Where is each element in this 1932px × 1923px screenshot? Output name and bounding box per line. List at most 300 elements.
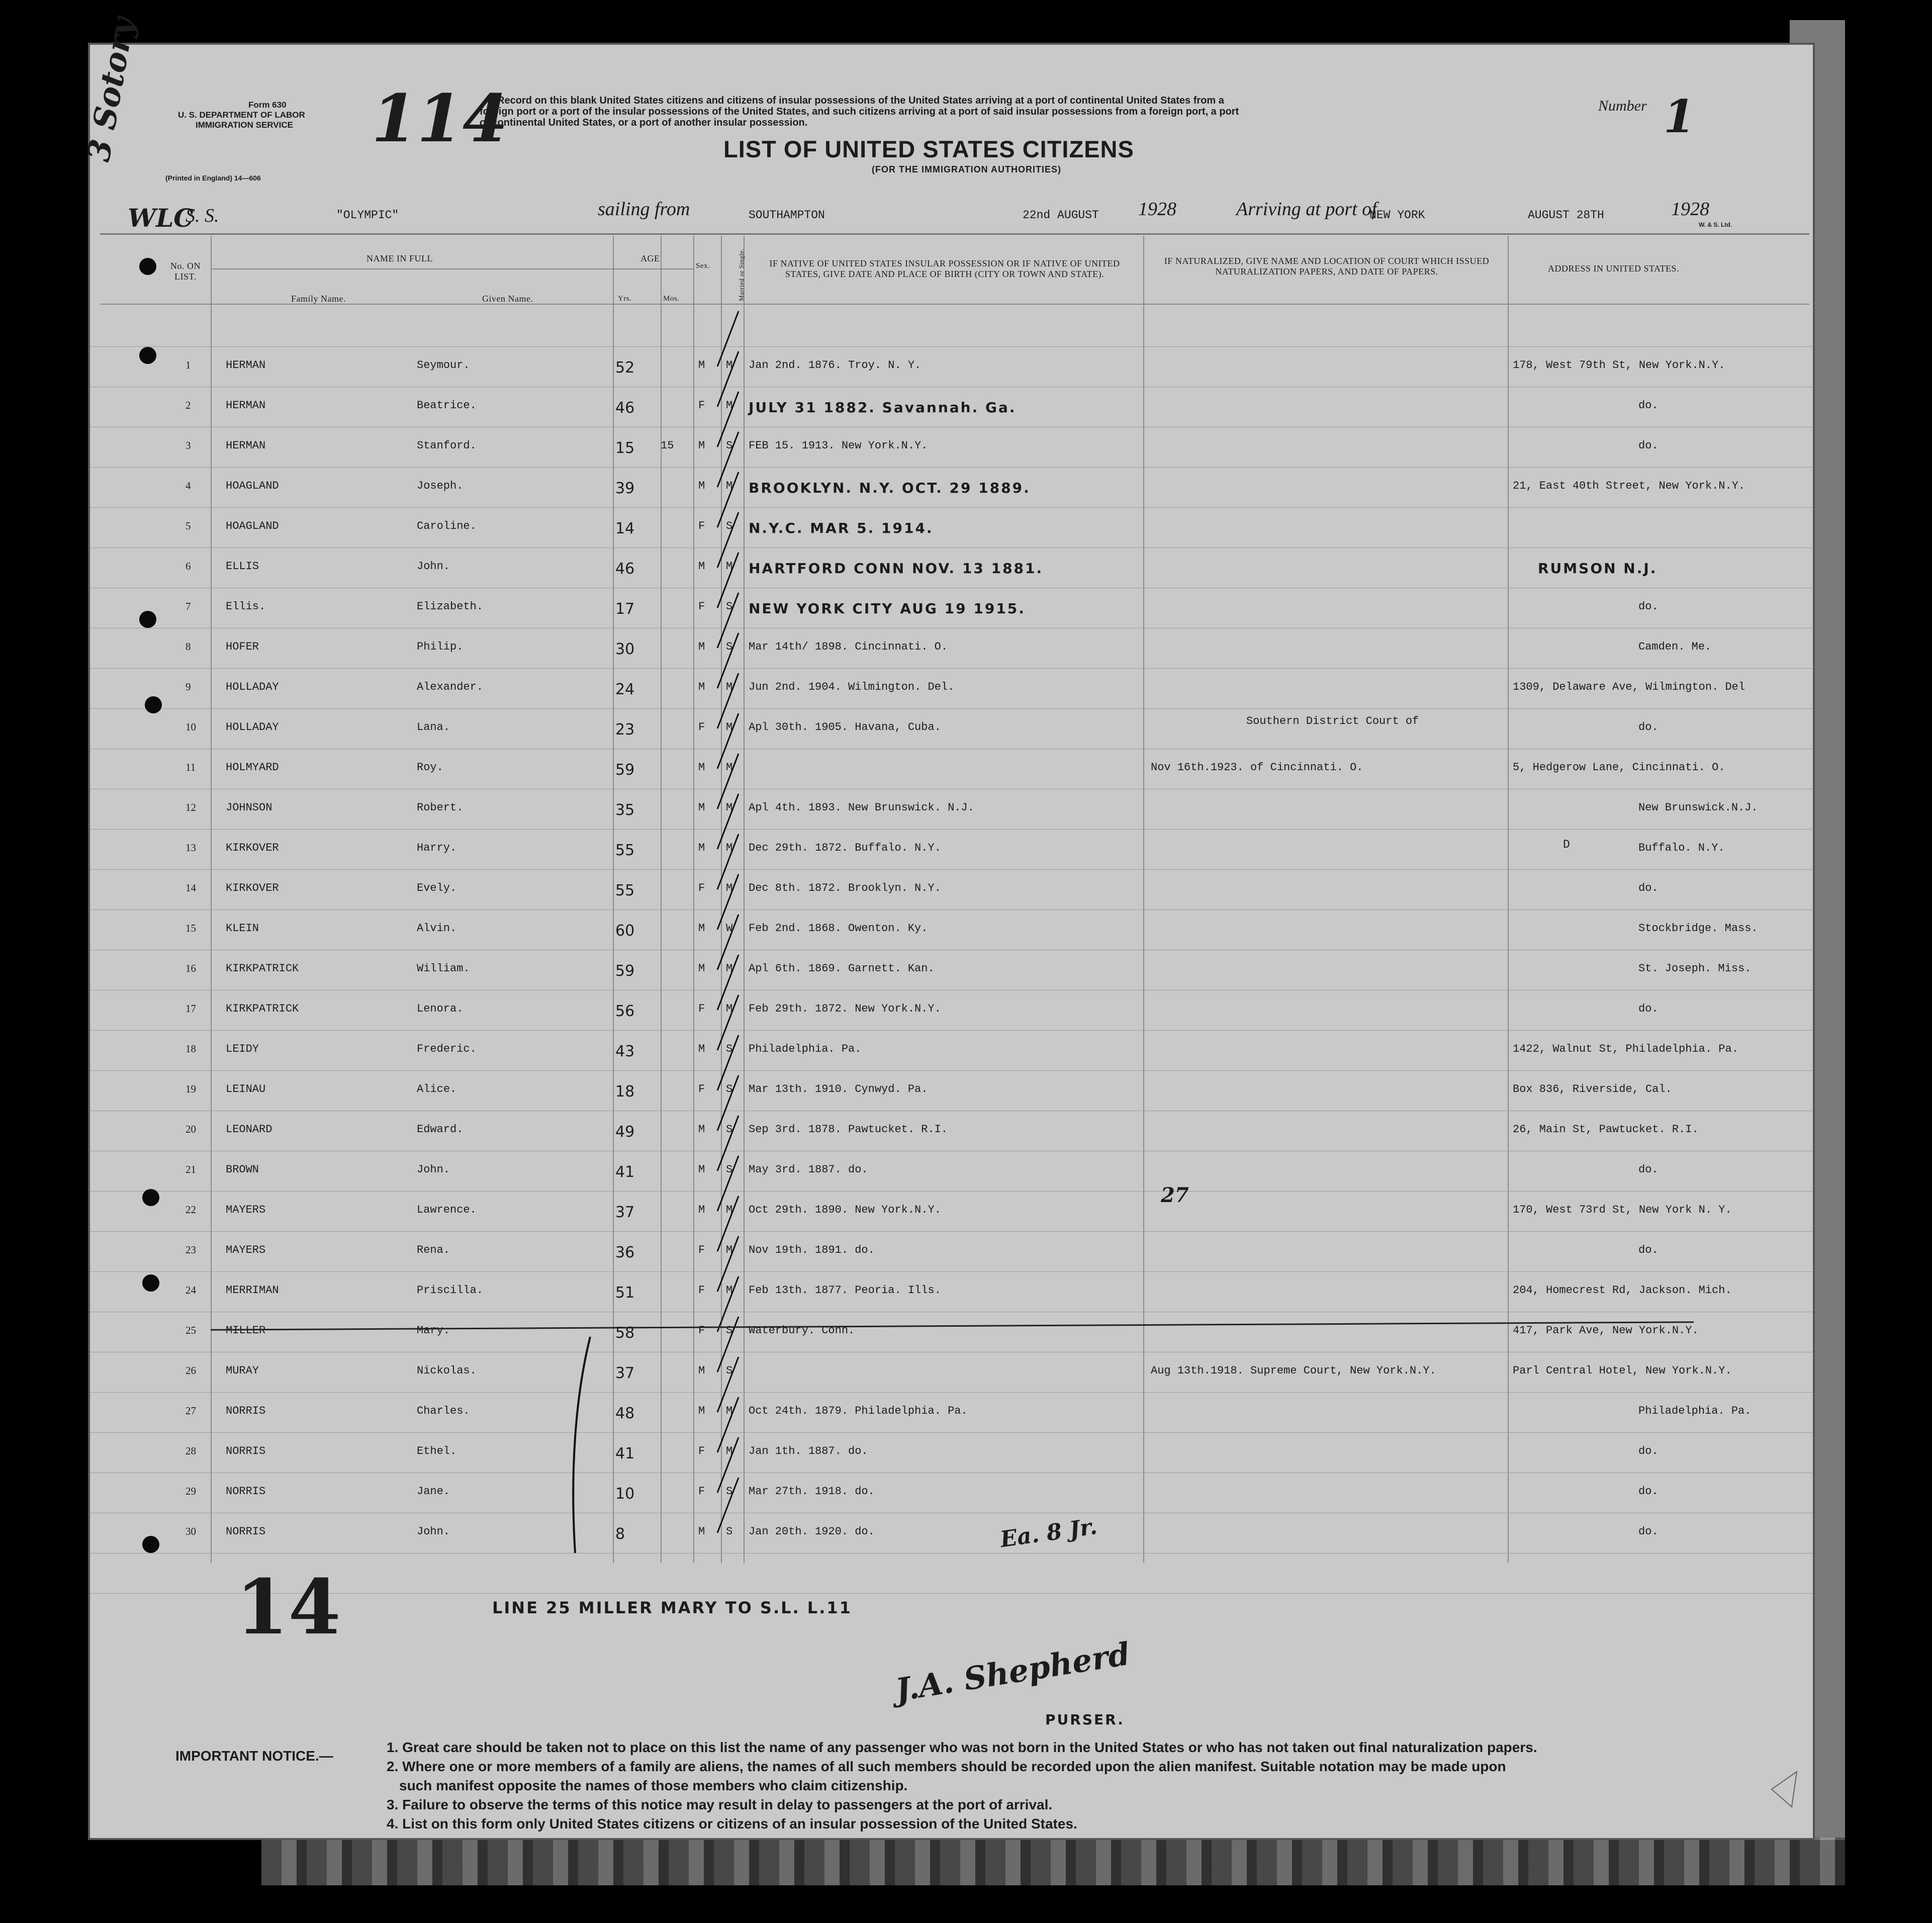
row-number: 12 <box>186 801 196 813</box>
corner-fold <box>1769 1769 1799 1809</box>
age-years: 18 <box>615 1083 635 1101</box>
age-header-rule <box>613 268 693 269</box>
table-row <box>90 681 1817 696</box>
marital-status: M <box>726 560 733 573</box>
family-name: HOFER <box>226 640 259 653</box>
given-name: Ethel. <box>417 1445 457 1457</box>
header-bottom-rule <box>100 304 1809 305</box>
number-label: Number <box>1598 98 1647 114</box>
age-years: 8 <box>615 1525 625 1543</box>
ruled-line <box>90 1231 1813 1232</box>
table-row <box>90 1002 1817 1018</box>
ruled-line <box>90 547 1813 548</box>
table-row <box>90 1445 1817 1460</box>
family-name: KLEIN <box>226 922 259 935</box>
given-name: Lawrence. <box>417 1204 477 1216</box>
row-number: 28 <box>186 1445 196 1457</box>
row-number: 18 <box>186 1043 196 1055</box>
table-row <box>90 922 1817 940</box>
birth-info: Mar 13th. 1910. Cynwyd. Pa. <box>749 1083 928 1095</box>
family-name: NORRIS <box>226 1525 266 1538</box>
marital-status: W <box>726 922 733 935</box>
row-number: 21 <box>186 1163 196 1175</box>
punch-hole <box>142 1536 159 1553</box>
marital-status: M <box>726 1002 733 1015</box>
sex: M <box>698 640 705 653</box>
address: do. <box>1638 600 1659 613</box>
marital-status: M <box>726 359 733 372</box>
row-number: 22 <box>186 1204 196 1216</box>
notice-item-1: 1. Great care should be taken not to place on this list the name of any passenger who was not born in the United States or who has not taken out final naturalization papers. <box>387 1739 1537 1755</box>
ruled-line <box>90 909 1813 910</box>
col-header-married: Married or Single. <box>738 248 745 301</box>
given-name: Nickolas. <box>417 1364 477 1377</box>
birth-info: NEW YORK CITY AUG 19 1915. <box>749 600 1026 617</box>
given-name: William. <box>417 962 470 975</box>
ship-name: "OLYMPIC" <box>336 209 399 222</box>
given-name: Stanford. <box>417 439 477 452</box>
birth-info: Apl 30th. 1905. Havana, Cuba. <box>749 721 941 734</box>
address: do. <box>1638 1485 1659 1498</box>
age-years: 35 <box>615 801 635 819</box>
address: 417, Park Ave, New York.N.Y. <box>1513 1324 1699 1337</box>
given-name: John. <box>417 1163 450 1176</box>
given-name: Philip. <box>417 640 464 653</box>
given-name: Lana. <box>417 721 450 734</box>
address: Philadelphia. Pa. <box>1638 1405 1752 1417</box>
table-row <box>90 640 1817 656</box>
row-number: 14 <box>186 882 196 894</box>
purser-label: PURSER. <box>1045 1711 1125 1728</box>
table-row <box>90 560 1817 578</box>
address: 1309, Delaware Ave, Wilmington. Del <box>1513 681 1745 693</box>
row-number: 11 <box>186 761 196 773</box>
ruled-line <box>90 869 1813 870</box>
row-number: 26 <box>186 1364 196 1377</box>
sex: M <box>698 681 705 693</box>
marital-status: M <box>726 1405 733 1417</box>
naturalization: Aug 13th.1918. Supreme Court, New York.N.Y. <box>1151 1364 1436 1377</box>
table-row <box>90 520 1817 535</box>
marital-status: M <box>726 842 733 854</box>
col-header-family: Family Name. <box>291 294 346 304</box>
family-name: NORRIS <box>226 1445 266 1457</box>
family-name: HERMAN <box>226 399 266 412</box>
table-row <box>90 1163 1817 1181</box>
marital-status: S <box>726 600 733 613</box>
age-years: 49 <box>615 1123 635 1141</box>
given-name: Mary. <box>417 1324 450 1337</box>
address: 1422, Walnut St, Philadelphia. Pa. <box>1513 1043 1738 1055</box>
sex: M <box>698 359 705 372</box>
given-name: Alvin. <box>417 922 457 935</box>
address: do. <box>1638 1002 1659 1015</box>
address: 178, West 79th St, New York.N.Y. <box>1513 359 1725 372</box>
ruled-line <box>90 467 1813 468</box>
row-number: 2 <box>186 399 191 411</box>
family-name: KIRKPATRICK <box>226 1002 299 1015</box>
table-top-rule <box>100 233 1809 235</box>
row-number: 30 <box>186 1525 196 1537</box>
given-name: Joseph. <box>417 480 464 492</box>
address: Box 836, Riverside, Cal. <box>1513 1083 1672 1095</box>
sex: M <box>698 480 705 492</box>
department: U. S. DEPARTMENT OF LABOR <box>178 110 305 120</box>
col-header-sex: Sex. <box>696 262 710 270</box>
punch-hole <box>139 258 156 275</box>
marital-status: M <box>726 962 733 975</box>
sex: M <box>698 1204 705 1216</box>
col-divider <box>211 236 212 1563</box>
marital-status: S <box>726 1364 733 1377</box>
row-number: 23 <box>186 1244 196 1256</box>
row-number: 10 <box>186 721 196 733</box>
punch-hole <box>139 611 156 628</box>
table-row <box>90 1364 1817 1380</box>
col-divider <box>661 236 662 1563</box>
marital-status: S <box>726 1123 733 1136</box>
age-years: 43 <box>615 1043 635 1060</box>
given-name: Evely. <box>417 882 457 894</box>
row-number: 29 <box>186 1485 196 1497</box>
family-name: HERMAN <box>226 359 266 372</box>
row-number: 8 <box>186 640 191 653</box>
family-name: HOLLADAY <box>226 681 279 693</box>
sex: M <box>698 962 705 975</box>
ruled-line <box>90 1191 1813 1192</box>
ruled-line <box>90 1271 1813 1272</box>
marital-status: M <box>726 1284 733 1297</box>
birth-info: Feb 29th. 1872. New York.N.Y. <box>749 1002 941 1015</box>
notice-item-2: 2. Where one or more members of a family are aliens, the names of all such members should be recorded upon the alien manifest. Suitable notation may be made upon <box>387 1759 1506 1774</box>
address: do. <box>1638 1163 1659 1176</box>
initial-stamp: Ea. 8 Jr. <box>998 1513 1099 1553</box>
margin-note-initials: WLC <box>128 203 194 233</box>
age-years: 52 <box>615 359 635 377</box>
check-marks <box>668 311 769 1583</box>
family-name: LEINAU <box>226 1083 266 1095</box>
marital-status: S <box>726 1324 733 1337</box>
marital-status: M <box>726 1204 733 1216</box>
row-number: 24 <box>186 1284 196 1296</box>
family-name: Ellis. <box>226 600 266 613</box>
court-mark: 27 <box>1161 1183 1189 1207</box>
birth-info: Jan 20th. 1920. do. <box>749 1525 875 1538</box>
col-header-naturalized: IF NATURALIZED, GIVE NAME AND LOCATION OF COURT WHICH ISSUED NATURALIZATION PAPERS, AND DATE OF PAPERS. <box>1164 256 1490 277</box>
marital-status: S <box>726 1043 733 1055</box>
table-row <box>90 1405 1817 1420</box>
given-name: Lenora. <box>417 1002 464 1015</box>
row-number: 16 <box>186 962 196 974</box>
list-number: 1 <box>1664 90 1695 143</box>
table-row <box>90 882 1817 897</box>
age-years: 17 <box>615 600 635 618</box>
table-row <box>90 715 1817 739</box>
birth-info: Feb 13th. 1877. Peoria. Ills. <box>749 1284 941 1297</box>
family-name: HERMAN <box>226 439 266 452</box>
marital-status: M <box>726 399 733 412</box>
marital-status: M <box>726 1445 733 1457</box>
age-years: 41 <box>615 1163 635 1181</box>
punch-hole <box>142 1189 159 1206</box>
sex: M <box>698 1405 705 1417</box>
address: 204, Homecrest Rd, Jackson. Mich. <box>1513 1284 1732 1297</box>
age-years: 59 <box>615 962 635 980</box>
birth-info: Oct 24th. 1879. Philadelphia. Pa. <box>749 1405 968 1417</box>
col-header-given: Given Name. <box>482 294 533 304</box>
notice-item-3: 3. Failure to observe the terms of this notice may result in delay to passengers at the port of arrival. <box>387 1797 1053 1812</box>
address: 170, West 73rd St, New York N. Y. <box>1513 1204 1732 1216</box>
address: St. Joseph. Miss. <box>1638 962 1752 975</box>
address: Camden. Me. <box>1638 640 1712 653</box>
address: Buffalo. N.Y. <box>1638 842 1725 854</box>
sex: F <box>698 1284 705 1297</box>
col-header-age: AGE <box>640 253 660 263</box>
age-years: 37 <box>615 1364 635 1382</box>
family-name: KIRKOVER <box>226 882 279 894</box>
birth-info: Apl 4th. 1893. New Brunswick. N.J. <box>749 801 974 814</box>
col-divider <box>1143 236 1144 1563</box>
family-name: LEIDY <box>226 1043 259 1055</box>
birth-info: May 3rd. 1887. do. <box>749 1163 868 1176</box>
given-name: Alexander. <box>417 681 484 693</box>
port-from: SOUTHAMPTON <box>749 209 825 222</box>
table-row <box>90 842 1817 857</box>
table-row <box>90 1083 1817 1101</box>
ruled-line <box>90 829 1813 830</box>
row-number: 6 <box>186 560 191 572</box>
ruled-line <box>90 1392 1813 1393</box>
family-name: MERRIMAN <box>226 1284 279 1297</box>
sex: F <box>698 1445 705 1457</box>
sex: F <box>698 520 705 532</box>
col-header-birth: IF NATIVE OF UNITED STATES INSULAR POSSESSION OR IF NATIVE OF UNITED STATES, GIVE DATE AND PLACE OF BIRTH (CITY OR TOWN AND STATE). <box>769 258 1120 279</box>
marital-status: M <box>726 721 733 734</box>
line-note: LINE 25 MILLER MARY TO S.L. L.11 <box>492 1598 852 1617</box>
birth-info: Waterbury. Conn. <box>749 1324 855 1337</box>
ruled-line <box>90 668 1813 669</box>
table-row <box>90 439 1817 457</box>
table-row <box>90 761 1817 779</box>
address: Stockbridge. Mass. <box>1638 922 1758 935</box>
given-name: Roy. <box>417 761 443 774</box>
age-years: 46 <box>615 399 635 417</box>
row-number: 17 <box>186 1002 196 1015</box>
address: do. <box>1638 1445 1659 1457</box>
given-name: Caroline. <box>417 520 477 532</box>
age-years: 15 <box>615 439 635 457</box>
table-row <box>90 1244 1817 1259</box>
punch-hole <box>139 347 156 364</box>
table-row <box>90 1123 1817 1141</box>
row-number: 27 <box>186 1405 196 1417</box>
arriving-label: Arriving at port of <box>1236 199 1377 220</box>
sex: M <box>698 1163 705 1176</box>
row-number: 13 <box>186 842 196 854</box>
address: do. <box>1638 721 1659 734</box>
age-months: 15 <box>661 439 674 452</box>
sex: M <box>698 1123 705 1136</box>
age-years: 51 <box>615 1284 635 1302</box>
family-name: MAYERS <box>226 1244 266 1256</box>
table-row <box>90 1284 1817 1302</box>
sex: M <box>698 560 705 573</box>
given-name: Charles. <box>417 1405 470 1417</box>
row-number: 4 <box>186 480 191 492</box>
sex: F <box>698 882 705 894</box>
family-name: MURAY <box>226 1364 259 1377</box>
birth-info: Jan 2nd. 1876. Troy. N. Y. <box>749 359 922 372</box>
punch-hole <box>145 696 162 713</box>
sex: M <box>698 1043 705 1055</box>
ruled-line <box>90 346 1813 347</box>
birth-info: Sep 3rd. 1878. Pawtucket. R.I. <box>749 1123 948 1136</box>
marital-status: M <box>726 882 733 894</box>
family-name: ELLIS <box>226 560 259 573</box>
given-name: John. <box>417 1525 450 1538</box>
marital-status: S <box>726 1163 733 1176</box>
given-name: Edward. <box>417 1123 464 1136</box>
record-line-3: of continental United States, or a port of another insular possession. <box>480 117 808 128</box>
row-number: 25 <box>186 1324 196 1336</box>
col-header-address: ADDRESS IN UNITED STATES. <box>1548 263 1680 273</box>
family-name: NORRIS <box>226 1485 266 1498</box>
age-years: 59 <box>615 761 635 779</box>
birth-info: JULY 31 1882. Savannah. Ga. <box>749 399 1017 416</box>
page-title: LIST OF UNITED STATES CITIZENS <box>723 136 1134 162</box>
given-name: Elizabeth. <box>417 600 484 613</box>
record-line-2: foreign port or a port of the insular possessions of the United States, and such citizens arriving at a port of said insular possessions from a foreign port, a port <box>480 106 1239 117</box>
given-name: Jane. <box>417 1485 450 1498</box>
row-number: 20 <box>186 1123 196 1135</box>
sail-date: 22nd AUGUST <box>1023 209 1099 222</box>
table-row <box>90 399 1817 417</box>
age-years: 55 <box>615 842 635 859</box>
family-name: MILLER <box>226 1324 266 1337</box>
given-name: Beatrice. <box>417 399 477 412</box>
family-name: HOLMYARD <box>226 761 279 774</box>
family-name: HOAGLAND <box>226 480 279 492</box>
table-row <box>90 1525 1817 1543</box>
age-years: 39 <box>615 480 635 497</box>
age-years: 36 <box>615 1244 635 1261</box>
naturalization: Southern District Court of <box>1246 715 1419 727</box>
age-years: 10 <box>615 1485 635 1503</box>
sex: M <box>698 922 705 935</box>
age-years: 24 <box>615 681 635 698</box>
marital-status: M <box>726 681 733 693</box>
address: 26, Main St, Pawtucket. R.I. <box>1513 1123 1699 1136</box>
marital-status: S <box>726 439 733 452</box>
address: do. <box>1638 439 1659 452</box>
address: do. <box>1638 1244 1659 1256</box>
given-name: Alice. <box>417 1083 457 1095</box>
ruled-line <box>90 507 1813 508</box>
purser-signature: J.A. Shepherd <box>893 1635 1133 1709</box>
handwritten-number: 114 <box>372 80 508 157</box>
form-number: Form 630 <box>248 100 287 110</box>
given-name: Seymour. <box>417 359 470 372</box>
row-number: 19 <box>186 1083 196 1095</box>
record-line-1: Record on this blank United States citizens and citizens of insular possessions of the United States arriving at a port of continental United States from a <box>497 95 1224 106</box>
col-header-no: No. ON LIST. <box>170 261 201 282</box>
address: do. <box>1638 399 1659 412</box>
sex: F <box>698 1244 705 1256</box>
marital-status: M <box>726 1244 733 1256</box>
col-divider <box>613 236 614 1563</box>
birth-info: Dec 8th. 1872. Brooklyn. N.Y. <box>749 882 941 894</box>
arrive-date: AUGUST 28TH <box>1528 209 1604 222</box>
age-years: 14 <box>615 520 635 537</box>
col-header-yrs: Yrs. <box>618 295 632 303</box>
address: do. <box>1638 1525 1659 1538</box>
marital-status: M <box>726 761 733 774</box>
birth-info: N.Y.C. MAR 5. 1914. <box>749 520 934 536</box>
table-row <box>90 359 1817 377</box>
birth-info: Jan 1th. 1887. do. <box>749 1445 868 1457</box>
printed-note: (Printed in England) 14—606 <box>165 174 261 182</box>
birth-info: HARTFORD CONN NOV. 13 1881. <box>749 560 1044 577</box>
marital-status: M <box>726 480 733 492</box>
sex: M <box>698 1525 705 1538</box>
given-name: Priscilla. <box>417 1284 484 1297</box>
given-name: Harry. <box>417 842 457 854</box>
ruled-line <box>90 708 1813 709</box>
age-years: 41 <box>615 1445 635 1462</box>
family-name: BROWN <box>226 1163 259 1176</box>
birth-info: Mar 27th. 1918. do. <box>749 1485 875 1498</box>
bracket-mark <box>563 1322 603 1558</box>
sex: M <box>698 761 705 774</box>
sex: F <box>698 1324 705 1337</box>
birth-info: Feb 2nd. 1868. Owenton. Ky. <box>749 922 928 935</box>
address: Parl Central Hotel, New York.N.Y. <box>1513 1364 1732 1377</box>
birth-info: Nov 19th. 1891. do. <box>749 1244 875 1256</box>
sex: M <box>698 801 705 814</box>
sailing-from-label: sailing from <box>598 199 690 220</box>
naturalization: Nov 16th.1923. of Cincinnati. O. <box>1151 761 1363 774</box>
birth-info: BROOKLYN. N.Y. OCT. 29 1889. <box>749 480 1031 496</box>
sex: M <box>698 842 705 854</box>
age-years: 48 <box>615 1405 635 1422</box>
sex: M <box>698 439 705 452</box>
page-subtitle: (FOR THE IMMIGRATION AUTHORITIES) <box>872 164 1061 174</box>
sex: F <box>698 721 705 734</box>
age-years: 37 <box>615 1204 635 1221</box>
notice-label: IMPORTANT NOTICE.— <box>175 1748 333 1764</box>
ss-label: S. S. <box>186 205 219 226</box>
marital-status: S <box>726 640 733 653</box>
birth-info: Apl 6th. 1869. Garnett. Kan. <box>749 962 935 975</box>
table-row <box>90 962 1817 980</box>
sex: F <box>698 1083 705 1095</box>
age-years: 58 <box>615 1324 635 1342</box>
given-name: Rena. <box>417 1244 450 1256</box>
name-header-rule <box>211 268 613 269</box>
margin-note: 3 Sotory <box>80 14 142 164</box>
marital-status: S <box>726 1485 733 1498</box>
sail-year: 1928 <box>1138 199 1176 220</box>
address: RUMSON N.J. <box>1538 560 1658 577</box>
marital-status: M <box>726 801 733 814</box>
age-years: 30 <box>615 640 635 658</box>
family-name: HOAGLAND <box>226 520 279 532</box>
marital-status: S <box>726 1525 733 1538</box>
table-row <box>90 1485 1817 1503</box>
birth-info: Mar 14th/ 1898. Cincinnati. O. <box>749 640 948 653</box>
address: 5, Hedgerow Lane, Cincinnati. O. <box>1513 761 1725 774</box>
given-name: Frederic. <box>417 1043 477 1055</box>
